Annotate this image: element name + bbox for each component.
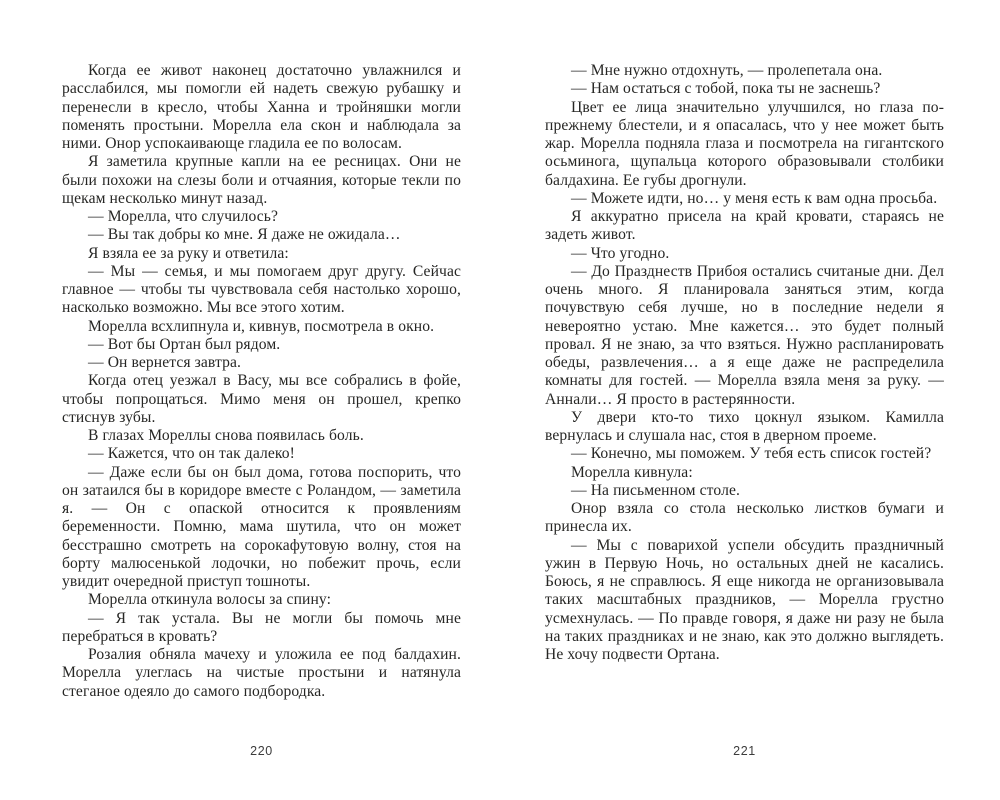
right-page-text xyxy=(545,62,944,664)
paragraph: — Он вернется завтра. xyxy=(88,354,242,371)
paragraph: — Я так устала. Вы не могли бы помочь мне перебраться в кровать? xyxy=(62,609,461,645)
paragraph: — Кажется, что он так далеко! xyxy=(88,445,295,463)
paragraph: — Конечно, мы поможем. У тебя есть список гостей? xyxy=(571,445,932,463)
left-page-number: 220 xyxy=(250,744,273,758)
paragraph: — Морелла, что случилось? xyxy=(88,208,279,225)
paragraph: Когда отец уезжал в Васу, мы все собрались в фойе, чтобы попрощаться. Мимо меня он прошел, крепко стиснув зубы. xyxy=(62,372,461,426)
paragraph: Морелла откинула волосы за спину: xyxy=(88,591,332,609)
paragraph: Я аккуратно присела на край кровати, стараясь не задеть живот. xyxy=(545,208,944,244)
right-page-number: 221 xyxy=(733,744,756,758)
paragraph: Морелла всхлипнула и, кивнув, посмотрела в окно. xyxy=(88,317,435,335)
paragraph: — Что угодно. xyxy=(571,244,670,262)
paragraph: — До Празднеств Прибоя остались считаные дни. Дел очень много. Я планировала заняться этим, когда почувствую себя лучше, но в последние недели я невероятно устаю. Мне кажется… это будет полный провал. Я не знаю, за что взяться. Нужно распланировать обеды, развлечения… а я еще даже не распределила комнаты для гостей. — Морелла взяла меня за руку. — Аннали… Я просто в растерянности. xyxy=(545,262,944,408)
paragraph: Я взяла ее за руку и ответила: xyxy=(88,244,289,262)
paragraph: — Даже если бы он был дома, готова поспорить, что он затаился бы в коридоре вместе с Роландом, — заметила я. — Он с опаской относится к проявлениям беременности. Помню, мама шутила, что он может бесстрашно смотреть на сорокафутовую волну, стоя на борту малюсенькой лодочки, но побежит прочь, если увидит очередной приступ тошноты. xyxy=(62,463,461,590)
paragraph: — Мы — семья, и мы помогаем друг другу. Сейчас главное — чтобы ты чувствовала себя настолько хорошо, насколько возможно. Мы все этого хотим. xyxy=(62,262,461,317)
paragraph: — Мне нужно отдохнуть, — пролепетала она. xyxy=(571,62,883,79)
paragraph: В глазах Мореллы снова появилась боль. xyxy=(88,427,364,444)
paragraph: — На письменном столе. xyxy=(571,481,740,499)
paragraph: — Мы с поварихой успели обсудить праздничный ужин в Первую Ночь, но остальных дней не касались. Боюсь, я не справлюсь. Я еще никогда не организовывала таких масштабных праздников, — Морелла грустно усмехнулась. — По правде говоря, я даже ни разу не была на таких праздниках и не знаю, как это должно выглядеть. Не хочу подвести Ортана. xyxy=(545,536,944,663)
paragraph: Розалия обняла мачеху и уложила ее под балдахин. Морелла улеглась на чистые простыни и натянула стеганое одеяло до самого подбородка. xyxy=(62,646,461,700)
paragraph: Цвет ее лица значительно улучшился, но глаза по-прежнему блестели, и я опасалась, что у нее может быть жар. Морелла подняла глаза и посмотрела на гигантского осьминога, щупальца которого образовывали столбики балдахина. Ее губы дрогнули. xyxy=(545,98,944,189)
paragraph: — Можете идти, но… у меня есть к вам одна просьба. xyxy=(571,189,938,207)
paragraph: Когда ее живот наконец достаточно увлажнился и расслабился, мы помогли ей надеть свежую рубашку и перенесли в кресло, чтобы Ханна и тройняшки могли поменять простыни. Морелла ела скон и наблюдала за ними. Онор успокаивающе гладила ее по волосам. xyxy=(62,62,461,152)
paragraph: Я заметила крупные капли на ее ресницах. Они не были похожи на слезы боли и отчаяния, которые текли по щекам несколько минут назад. xyxy=(62,153,461,207)
paragraph: — Вот бы Ортан был рядом. xyxy=(88,335,281,353)
paragraph: Онор взяла со стола несколько листков бумаги и принесла их. xyxy=(545,500,944,536)
paragraph: Морелла кивнула: xyxy=(571,463,693,481)
paragraph: — Вы так добры ко мне. Я даже не ожидала… xyxy=(88,226,401,244)
paragraph: — Нам остаться с тобой, пока ты не заснешь? xyxy=(571,80,881,98)
left-page-text xyxy=(62,62,461,701)
paragraph: У двери кто-то тихо цокнул языком. Камилла вернулась и слушала нас, стоя в дверном проеме. xyxy=(545,408,944,444)
